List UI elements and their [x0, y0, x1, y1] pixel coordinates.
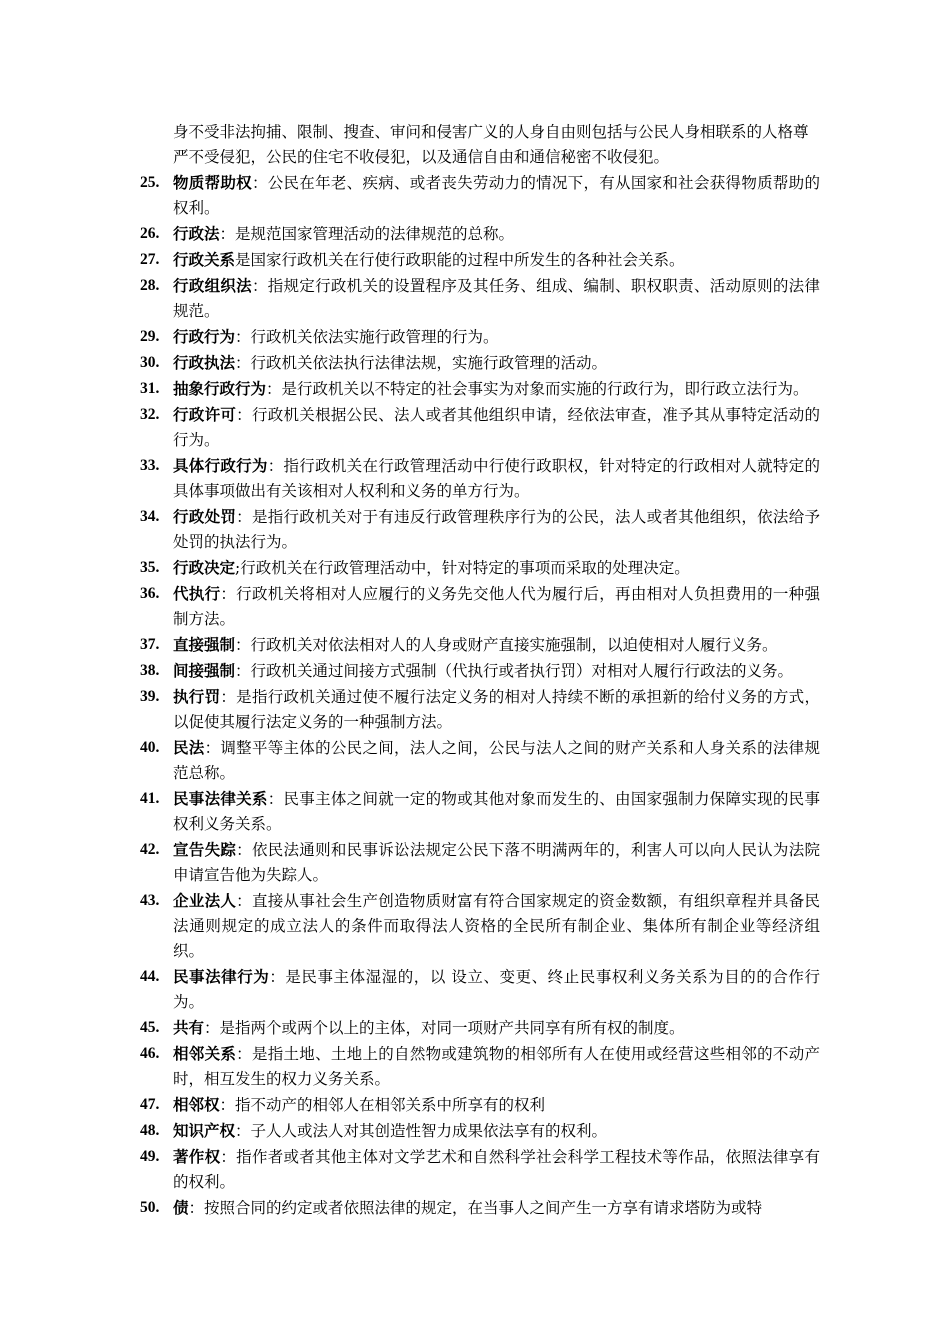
- entry-body: [173, 888, 820, 964]
- definition-entry: [140, 350, 820, 376]
- entry-separator: ：: [251, 174, 268, 192]
- entry-definition: 民事主体之间就一定的物或其他对象而发生的、由国家强制力保障实现的民事权利义务关系。: [173, 790, 820, 833]
- definition-list: [140, 120, 820, 1221]
- entry-separator: ：: [235, 1122, 251, 1140]
- entry-definition: 行政机关依法执行法律法规，实施行政管理的活动。: [250, 354, 608, 372]
- entry-body: [173, 555, 820, 581]
- entry-separator: ：: [235, 354, 251, 372]
- entry-number: 41.: [140, 790, 160, 807]
- entry-separator: ：: [236, 841, 252, 859]
- entry-definition: 行政机关通过间接方式强制（代执行或者执行罚）对相对人履行行政法的义务。: [250, 662, 794, 680]
- entry-number: 28.: [140, 277, 160, 294]
- definition-entry: [140, 504, 820, 555]
- entry-number: 39.: [140, 688, 160, 705]
- entry-definition: 子人人或法人对其创造性智力成果依法享有的权利。: [250, 1122, 608, 1140]
- entry-separator: ：: [220, 1148, 237, 1166]
- entry-term: 行政执法: [173, 353, 236, 372]
- entry-separator: ：: [220, 688, 237, 706]
- entry-definition: 是规范国家管理活动的法律规范的总称。: [235, 225, 515, 243]
- entry-body: [173, 273, 820, 324]
- entry-separator: ：: [236, 508, 252, 526]
- entry-definition: 行政机关将相对人应履行的义务先交他人代为履行后，再由相对人负担费用的一种强制方法。: [173, 585, 820, 628]
- entry-separator: ：: [188, 1199, 205, 1217]
- entry-term: 直接强制: [173, 635, 236, 654]
- entry-number: 32.: [140, 406, 160, 423]
- entry-separator: ：: [204, 1019, 220, 1037]
- entry-number: 34.: [140, 508, 160, 525]
- entry-body: [173, 837, 820, 888]
- definition-entry: [140, 632, 820, 658]
- entry-definition: 是民事主体湿湿的，以 设立、变更、终止民事权利义务关系为目的的合作行为。: [173, 968, 820, 1011]
- entry-number: 37.: [140, 636, 160, 653]
- entry-separator: ：: [267, 457, 284, 475]
- definition-entry: [140, 1041, 820, 1092]
- entry-definition: 是指两个或两个以上的主体，对同一项财产共同享有所有权的制度。: [219, 1019, 685, 1037]
- entry-body: [173, 247, 820, 273]
- entry-body: [173, 350, 820, 376]
- entry-body: [173, 735, 820, 786]
- definition-entry: [140, 402, 820, 453]
- definition-entry: [140, 1092, 820, 1118]
- entry-number: 29.: [140, 328, 160, 345]
- entry-body: [173, 376, 820, 402]
- entry-separator: ：: [235, 328, 251, 346]
- entry-separator: ;: [235, 559, 241, 577]
- definition-entry: [140, 735, 820, 786]
- entry-separator: ：: [235, 662, 251, 680]
- definition-entry: [140, 273, 820, 324]
- entry-separator: ：: [219, 225, 236, 243]
- definition-entry: [140, 581, 820, 632]
- definition-entry: [140, 247, 820, 273]
- entry-number: 47.: [140, 1096, 160, 1113]
- entry-number: 25.: [140, 174, 160, 191]
- entry-term: 民法: [173, 738, 205, 757]
- entry-term: 企业法人: [173, 891, 237, 910]
- entry-definition: 行政机关根据公民、法人或者其他组织申请，经依法审查，准予其从事特定活动的行为。: [173, 406, 820, 449]
- entry-definition: 依民法通则和民事诉讼法规定公民下落不明满两年的，利害人可以向人民认为法院申请宣告他为失踪人。: [173, 841, 820, 884]
- entry-definition: 公民在年老、疾病、或者丧失劳动力的情况下，有从国家和社会获得物质帮助的权利。: [173, 174, 820, 217]
- entry-term: 行政行为: [173, 327, 236, 346]
- continued-paragraph: 身不受非法拘捕、限制、搜查、审问和侵害广义的人身自由则包括与公民人身相联系的人格尊严不受侵犯，公民的住宅不收侵犯，以及通信自由和通信秘密不收侵犯。: [173, 123, 809, 166]
- definition-entry: [140, 1118, 820, 1144]
- entry-number: 50.: [140, 1199, 160, 1216]
- definition-entry: [140, 888, 820, 964]
- definition-entry: [140, 170, 820, 221]
- entry-term: 行政决定: [173, 558, 236, 577]
- entry-term: 行政法: [173, 224, 220, 243]
- entry-definition: 是指行政机关通过使不履行法定义务的相对人持续不断的承担新的给付义务的方式，以促使其履行法定义务的一种强制方法。: [173, 688, 820, 731]
- entry-definition: 行政机关在行政管理活动中，针对特定的事项而采取的处理决定。: [240, 559, 690, 577]
- entry-definition: 直接从事社会生产创造物质财富有符合国家规定的资金数额，有组织章程并具备民法通则规定的成立法人的条件而取得法人资格的全民所有制企业、集体所有制企业等经济组织。: [173, 892, 820, 960]
- entry-definition: 是国家行政机关在行使行政职能的过程中所发生的各种社会关系。: [235, 251, 685, 269]
- entry-term: 行政组织法: [173, 276, 252, 295]
- entry-number: 44.: [140, 968, 160, 985]
- entry-number: 46.: [140, 1045, 160, 1062]
- entry-body: [173, 1195, 820, 1221]
- entry-separator: ：: [220, 585, 237, 603]
- entry-body: [173, 170, 820, 221]
- entry-number: 45.: [140, 1019, 160, 1036]
- definition-entry: [140, 1015, 820, 1041]
- entry-term: 间接强制: [173, 661, 236, 680]
- entry-body: [173, 453, 820, 504]
- entry-term: 行政许可: [173, 405, 237, 424]
- entry-term: 宣告失踪: [173, 840, 237, 859]
- entry-number: 48.: [140, 1122, 160, 1139]
- entry-term: 行政处罚: [173, 507, 237, 526]
- entry-body: [173, 1015, 820, 1041]
- entry-term: 执行罚: [173, 687, 221, 706]
- definition-entry: [140, 453, 820, 504]
- definition-entry: [140, 684, 820, 735]
- entry-number: 33.: [140, 457, 160, 474]
- entry-term: 代执行: [173, 584, 221, 603]
- entry-number: 43.: [140, 892, 160, 909]
- entry-number: 26.: [140, 225, 160, 242]
- entry-definition: 指不动产的相邻人在相邻关系中所享有的权利: [235, 1096, 546, 1114]
- entry-body: [173, 632, 820, 658]
- entry-definition: 指规定行政机关的设置程序及其任务、组成、编制、职权职责、活动原则的法律规范。: [173, 277, 820, 320]
- entry-term: 民事法律关系: [173, 789, 268, 808]
- entry-body: [173, 1144, 820, 1195]
- entry-number: 31.: [140, 380, 160, 397]
- entry-term: 具体行政行为: [173, 456, 268, 475]
- entry-body: [173, 1092, 820, 1118]
- entry-separator: ：: [236, 892, 252, 910]
- definition-entry: [140, 555, 820, 581]
- entry-body: [173, 1041, 820, 1092]
- entry-definition: 是指行政机关对于有违反行政管理秩序行为的公民，法人或者其他组织，依法给予处罚的执法行为。: [173, 508, 820, 551]
- entry-body: [173, 581, 820, 632]
- entries-container: [140, 170, 820, 1221]
- entry-term: 行政关系: [173, 250, 236, 269]
- entry-term: 民事法律行为: [173, 967, 270, 986]
- entry-term: 相邻关系: [173, 1044, 237, 1063]
- definition-entry: [140, 1144, 820, 1195]
- entry-number: 38.: [140, 662, 160, 679]
- entry-term: 知识产权: [173, 1121, 236, 1140]
- entry-separator: ：: [251, 277, 268, 295]
- entry-definition: 是行政机关以不特定的社会事实为对象而实施的行政行为，即行政立法行为。: [281, 380, 809, 398]
- entry-term: 相邻权: [173, 1095, 220, 1114]
- entry-body: [173, 504, 820, 555]
- entry-term: 共有: [173, 1018, 205, 1037]
- definition-entry: [140, 324, 820, 350]
- entry-separator: ：: [235, 636, 251, 654]
- entry-definition: 按照合同的约定或者依照法律的规定，在当事人之间产生一方享有请求塔防为或特: [204, 1199, 763, 1217]
- entry-number: 42.: [140, 841, 160, 858]
- entry-term: 著作权: [173, 1147, 221, 1166]
- definition-entry: [140, 376, 820, 402]
- entry-number: 40.: [140, 739, 160, 756]
- entry-separator: ：: [219, 1096, 236, 1114]
- entry-body: [173, 964, 820, 1015]
- entry-definition: 指行政机关在行政管理活动中行使行政职权，针对特定的行政相对人就特定的具体事项做出有关该相对人权利和义务的单方行为。: [173, 457, 820, 500]
- entry-number: 30.: [140, 354, 160, 371]
- entry-body: [173, 402, 820, 453]
- entry-number: 36.: [140, 585, 160, 602]
- entry-number: 49.: [140, 1148, 160, 1165]
- entry-separator: ：: [204, 739, 221, 757]
- entry-body: [173, 324, 820, 350]
- definition-entry: [140, 221, 820, 247]
- entry-body: [173, 786, 820, 837]
- entry-definition: 行政机关对依法相对人的人身或财产直接实施强制，以迫使相对人履行义务。: [250, 636, 778, 654]
- entry-definition: 行政机关依法实施行政管理的行为。: [250, 328, 499, 346]
- entry-separator: ：: [267, 790, 284, 808]
- entry-term: 抽象行政行为: [173, 379, 267, 398]
- entry-term: 债: [173, 1198, 189, 1217]
- entry-definition: 调整平等主体的公民之间，法人之间，公民与法人之间的财产关系和人身关系的法律规范总称。: [173, 739, 820, 782]
- entry-separator: ：: [236, 406, 252, 424]
- entry-body: [173, 658, 820, 684]
- definition-entry: [140, 964, 820, 1015]
- entry-term: 物质帮助权: [173, 173, 252, 192]
- entry-separator: ：: [236, 1045, 252, 1063]
- entry-separator: ：: [266, 380, 282, 398]
- entry-body: [173, 684, 820, 735]
- entry-number: 35.: [140, 559, 160, 576]
- definition-entry: [140, 658, 820, 684]
- entry-body: [173, 1118, 820, 1144]
- entry-separator: ：: [269, 968, 286, 986]
- definition-entry: [140, 1195, 820, 1221]
- entry-definition: 是指土地、土地上的自然物或建筑物的相邻所有人在使用或经营这些相邻的不动产时，相互发生的权力义务关系。: [173, 1045, 820, 1088]
- entry-number: 27.: [140, 251, 160, 268]
- definition-entry: [140, 786, 820, 837]
- definition-entry: [140, 837, 820, 888]
- entry-definition: 指作者或者其他主体对文学艺术和自然科学社会科学工程技术等作品，依照法律享有的权利。: [173, 1148, 820, 1191]
- entry-body: [173, 221, 820, 247]
